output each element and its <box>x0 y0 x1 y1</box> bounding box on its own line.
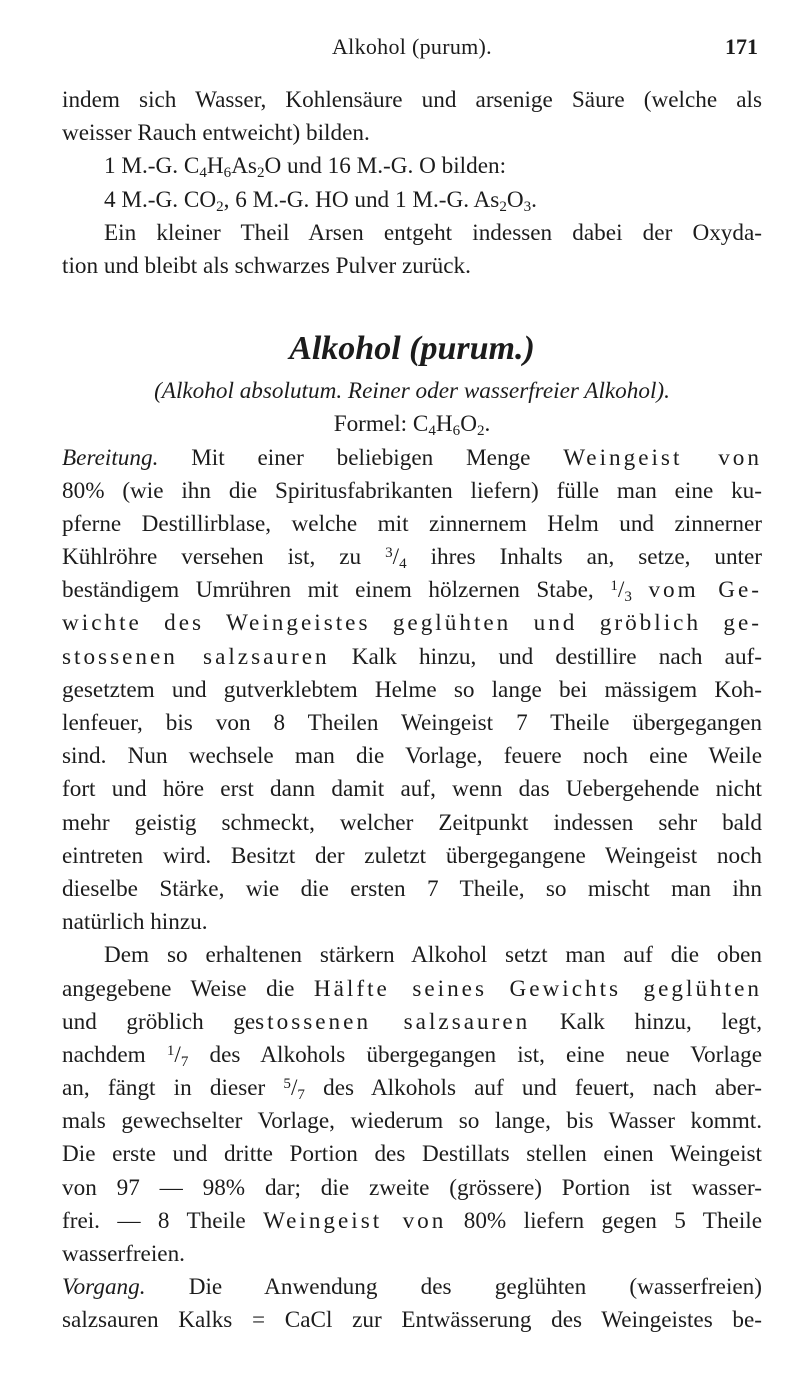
body-text <box>62 84 762 1338</box>
text-line: Dem so erhaltenen stärkern Alkohol setzt man auf die oben <box>104 942 762 969</box>
text-line: Ein kleiner Theil Arsen entgeht indessen dabei der Oxyda- <box>104 219 762 246</box>
formula-line: 1 M.-G. $C_4H_6As_2O$ und 16 M.-G. O bilden: <box>104 153 507 182</box>
text-line: dieselbe Stärke, wie die ersten 7 Theile, so mischt man ihn <box>62 875 762 902</box>
text-line: beständigem Umrühren mit einem hölzernen Stabe, $^1/_3$ vom Ge- <box>62 577 763 606</box>
section-subtitle: (Alkohol absolutum. Reiner oder wasserfreier Alkohol). <box>154 378 670 405</box>
text-line: mehr geistig schmeckt, welcher Zeitpunkt indessen sehr bald <box>62 809 762 836</box>
text-line: frei. — 8 Theile Weingeist von 80% liefern gegen 5 Theile <box>62 1207 763 1234</box>
text-line: wichte des Weingeistes geglühten und gröblich ge- <box>62 610 762 637</box>
text-line: pferne Destillirblase, welche mit zinnernem Helm und zinnerner <box>62 510 762 537</box>
text-line: weisser Rauch entweicht) bilden. <box>62 120 370 147</box>
text-line: natürlich hinzu. <box>62 909 208 936</box>
text-line: 80% (wie ihn die Spiritusfabrikanten liefern) fülle man eine ku- <box>62 477 762 504</box>
text-line: indem sich Wasser, Kohlensäure und arsenige Säure (welche als <box>62 87 762 113</box>
text-line: eintreten wird. Besitzt der zuletzt übergegangene Weingeist noch <box>62 842 762 869</box>
text-line: lenfeuer, bis von 8 Theilen Weingeist 7 Theile übergegangen <box>62 710 762 736</box>
text-line: mals gewechselter Vorlage, wiederum so lange, bis Wasser kommt. <box>62 1108 762 1135</box>
text-line: an, fängt in dieser $^5/_7$ des Alkohols auf und feuert, nach aber- <box>62 1075 762 1103</box>
page-header <box>62 34 762 64</box>
formula-line: Formel: $C_4H_6O_2$. <box>333 411 491 440</box>
section-title: Alkohol (purum.) <box>289 330 535 368</box>
paragraph-vorgang <box>62 1271 762 1337</box>
running-title: Alkohol (purum). <box>331 34 492 59</box>
text-line: nachdem $^1/_7$ des Alkohols übergegangen ist, eine neue Vorlage <box>62 1041 762 1070</box>
text-line: gesetztem und gutverklebtem Helme so lange bei mässigem Koh- <box>62 676 762 703</box>
text-line: angegebene Weise die Hälfte seines Gewichts geglühten <box>62 975 762 1002</box>
formula-line: 4 M.-G. $CO_2$, 6 M.-G. HO und 1 M.-G. $As_2O_3$. <box>104 186 537 215</box>
text-line: stossenen salzsauren Kalk hinzu, und destillire nach auf- <box>62 643 762 670</box>
text-line: wasserfreien. <box>62 1241 185 1267</box>
text-line: Die erste und dritte Portion des Destillats stellen einen Weingeist <box>62 1141 762 1168</box>
page-number: 171 <box>725 34 758 59</box>
text-line: Vorgang. Die Anwendung des geglühten (wasserfreien) <box>62 1274 762 1301</box>
text-line: von 97 — 98% dar; die zweite (grössere) Portion ist wasser- <box>62 1174 762 1201</box>
paragraph-destillation <box>62 939 762 1271</box>
text-line: tion und bleibt als schwarzes Pulver zurück. <box>62 252 471 279</box>
text-line: sind. Nun wechsele man die Vorlage, feuere noch eine Weile <box>62 743 762 770</box>
text-line: fort und höre erst dann damit auf, wenn das Uebergehende nicht <box>62 776 762 803</box>
text-line: salzsauren Kalks = CaCl zur Entwässerung des Weingeistes be- <box>62 1307 762 1334</box>
text-line: und gröblich gestossenen salzsauren Kalk hinzu, legt, <box>62 1008 762 1035</box>
text-line: Bereitung. Mit einer beliebigen Menge Weingeist von <box>62 444 762 471</box>
text-line: Kühlröhre versehen ist, zu $^3/_4$ ihres Inhalts an, setze, unter <box>62 544 762 572</box>
paragraph-bereitung <box>62 442 762 940</box>
